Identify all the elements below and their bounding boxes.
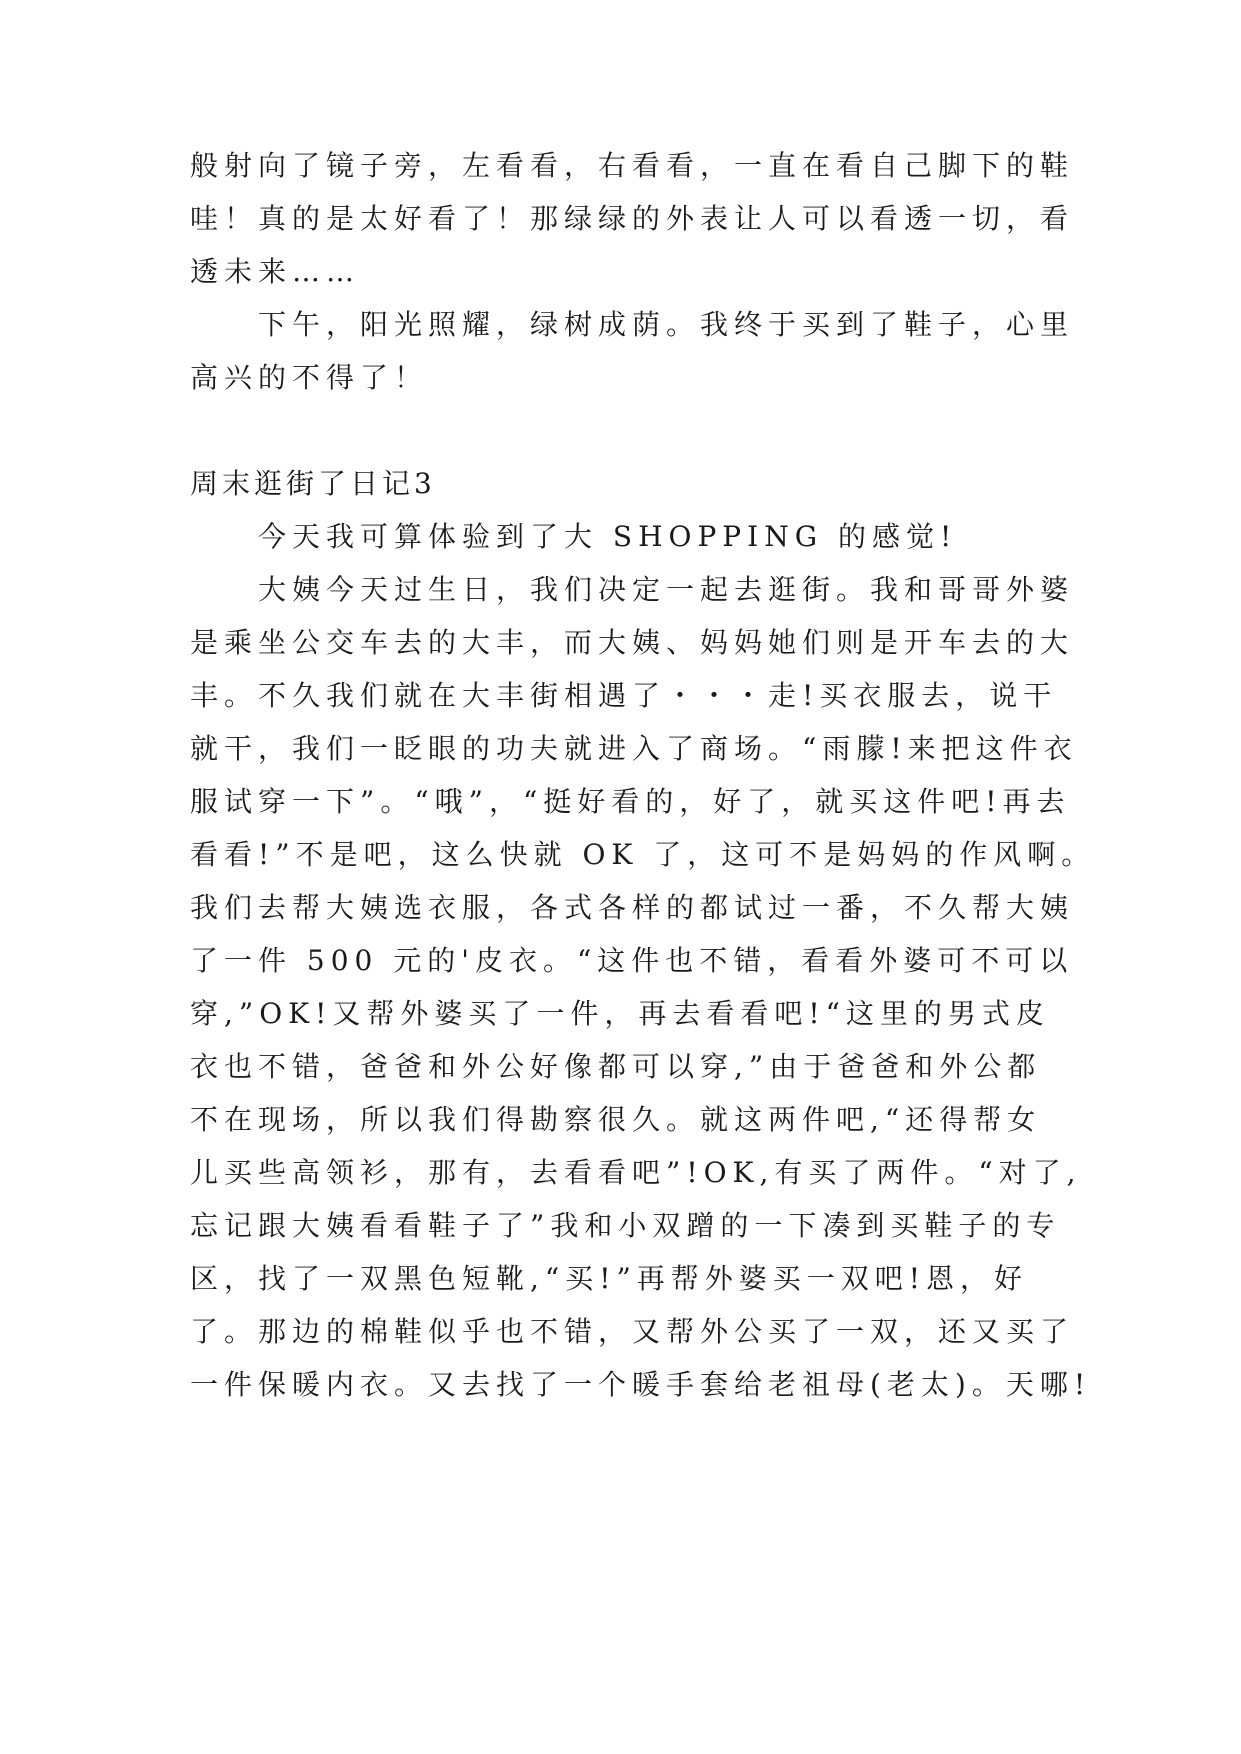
paragraph-line: 了一件 500 元的'皮衣。“这件也不错，看看外婆可不可以 <box>190 944 1074 977</box>
paragraph-line: 是乘坐公交车去的大丰，而大姨、妈妈她们则是开车去的大 <box>190 626 1075 659</box>
paragraph-line: 高兴的不得了！ <box>190 361 429 394</box>
paragraph-line: 就干，我们一眨眼的功夫就进入了商场。“雨朦!来把这件衣 <box>190 732 1078 765</box>
paragraph-line: 哇！真的是太好看了！那绿绿的外表让人可以看透一切，看 <box>190 202 1075 235</box>
paragraph-line: 穿,”OK!又帮外婆买了一件，再去看看吧!“这里的男式皮 <box>190 997 1050 1030</box>
paragraph-line: 忘记跟大姨看看鞋子了”我和小双蹭的一下凑到买鞋子的专 <box>190 1209 1061 1242</box>
paragraph-line: 下午，阳光照耀，绿树成荫。我终于买到了鞋子，心里 <box>258 308 1075 341</box>
section-title: 周末逛街了日记3 <box>190 467 436 500</box>
intro-line: 今天我可算体验到了大 SHOPPING 的感觉! <box>258 520 958 553</box>
paragraph-line: 透未来…… <box>190 255 361 288</box>
paragraph-line: 我们去帮大姨选衣服，各式各样的都试过一番，不久帮大姨 <box>190 891 1075 924</box>
paragraph-line: 儿买些高领衫，那有，去看看吧”!OK,有买了两件。“对了, <box>190 1156 1082 1189</box>
paragraph-line: 区，找了一双黑色短靴,“买!”再帮外婆买一双吧!恩，好 <box>190 1262 1029 1295</box>
paragraph-line: 大姨今天过生日，我们决定一起去逛街。我和哥哥外婆 <box>258 573 1075 606</box>
paragraph-line: 一件保暖内衣。又去找了一个暖手套给老祖母(老太)。天哪! <box>190 1368 1092 1401</box>
paragraph-line: 丰。不久我们就在大丰街相遇了・・・走!买衣服去，说干 <box>190 679 1058 712</box>
paragraph-line: 看看!”不是吧，这么快就 OK 了，这可不是妈妈的作风啊。 <box>190 838 1096 871</box>
paragraph-line: 般射向了镜子旁，左看看，右看看，一直在看自己脚下的鞋 <box>190 149 1075 182</box>
paragraph-line: 衣也不错，爸爸和外公好像都可以穿,”由于爸爸和外公都 <box>190 1050 1042 1083</box>
paragraph-line: 了。那边的棉鞋似乎也不错，又帮外公买了一双，还又买了 <box>190 1315 1075 1348</box>
paragraph-line: 服试穿一下”。“哦”，“挺好看的，好了，就买这件吧!再去 <box>190 785 1071 818</box>
paragraph-line: 不在现场，所以我们得勘察很久。就这两件吧,“还得帮女 <box>190 1103 1042 1136</box>
